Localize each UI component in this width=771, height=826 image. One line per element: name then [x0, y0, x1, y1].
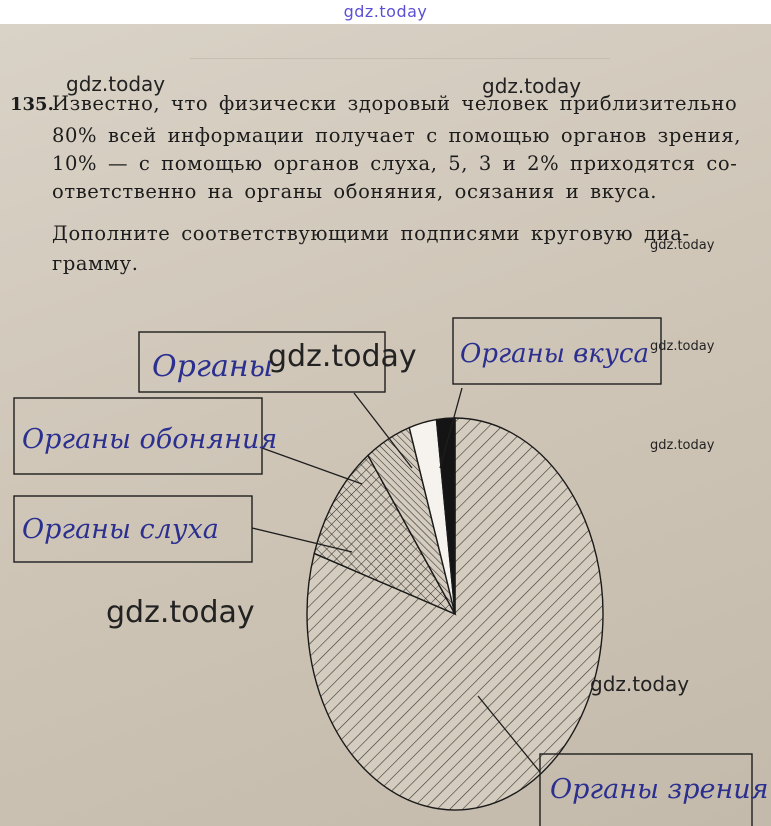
task-line-2: грамму. [52, 252, 139, 275]
watermark-7: gdz.today [106, 595, 255, 630]
label-text-5: Органы зрения [550, 774, 769, 805]
label-text-3: Органы обоняния [22, 424, 278, 455]
label-text-1: Органы [152, 349, 274, 384]
pie-chart [0, 24, 771, 826]
pie-slices [307, 418, 603, 810]
watermark-5: gdz.today [650, 339, 715, 354]
watermark-8: gdz.today [590, 672, 690, 696]
problem-number: 135. [10, 94, 54, 115]
watermark-4: gdz.today [268, 339, 417, 374]
textbook-page [0, 24, 771, 826]
watermark-3: gdz.today [650, 238, 715, 253]
label-text-4: Органы слуха [22, 514, 219, 545]
problem-line-3: 10% — с помощью органов слуха, 5, 3 и 2% приходятся со- [52, 152, 738, 175]
problem-line-1: Известно, что физически здоровый человек приблизительно [52, 92, 738, 115]
problem-line-4: ответственно на органы обоняния, осязания и вкуса. [52, 180, 658, 203]
task-line-1: Дополните соответствующими подписями круговую диа- [52, 222, 690, 245]
watermark-2: gdz.today [482, 74, 582, 98]
problem-line-2: 80% всей информации получает с помощью органов зрения, [52, 124, 742, 147]
label-text-2: Органы вкуса [460, 339, 649, 369]
watermark-1: gdz.today [66, 72, 166, 96]
watermark-6: gdz.today [650, 438, 715, 453]
header-watermark: gdz.today [343, 2, 428, 21]
